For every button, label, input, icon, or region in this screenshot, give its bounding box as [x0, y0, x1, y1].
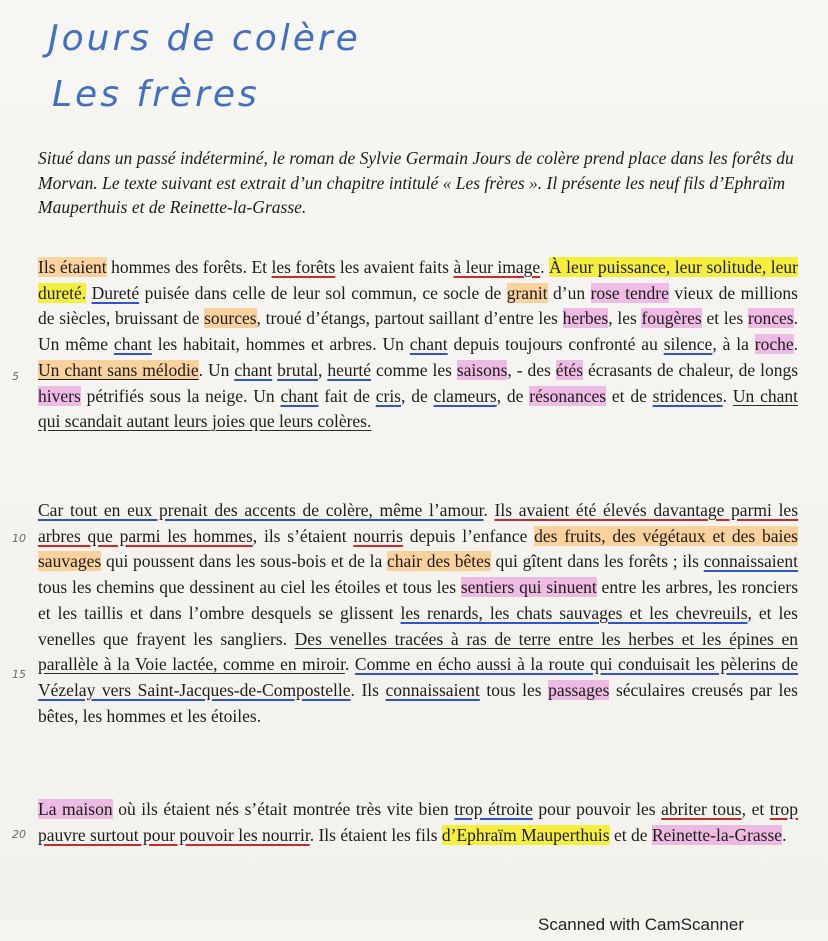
text-span: roche	[754, 334, 794, 355]
text-span: chant	[113, 334, 152, 355]
text-span: saisons	[456, 359, 508, 380]
text-span: rose tendre	[590, 282, 669, 303]
text-span: séculaires creusés par les bêtes, les hommes et les étoiles.	[38, 679, 798, 726]
text-span: Car tout en eux prenait des accents de colère, même l’amour	[38, 500, 484, 520]
text-span: fougères	[641, 308, 702, 329]
text-span: Dureté	[91, 282, 140, 303]
text-span: fait de	[318, 385, 376, 406]
text-span: trop pauvre surtout pour pouvoir les nourrir	[38, 799, 798, 845]
text-span: À leur puissance, leur solitude, leur dureté.	[38, 257, 798, 303]
text-span: tous les	[479, 679, 549, 700]
paragraph-3	[38, 797, 798, 848]
text-span: et de	[606, 385, 653, 406]
text-span: La maison	[38, 799, 113, 819]
text-span: herbes	[562, 308, 609, 329]
text-span: qui gîtent dans les forêts ; ils	[490, 551, 704, 572]
text-span: qui poussent dans les sous-bois et de la	[101, 551, 387, 572]
text-span: stridences	[652, 385, 723, 406]
text-span: des fruits, des végétaux et des baies sauvages	[38, 525, 798, 572]
text-span: où ils étaient nés s’était montrée très vite bien	[112, 799, 455, 819]
text-span: depuis toujours confronté au	[447, 334, 664, 355]
text-span: . Un même	[38, 308, 798, 355]
text-span: abriter tous	[661, 799, 742, 819]
text-span: tous les chemins que dessinent au ciel les étoiles et tous les	[38, 577, 461, 598]
text-span: . Ils	[350, 679, 386, 700]
text-span: .	[782, 824, 787, 845]
text-span: .	[793, 334, 798, 355]
text-span: , - des	[507, 359, 556, 380]
text-span: Comme en écho aussi à la route qui conduisait les pèlerins de Vézelay vers Saint-Jacques-de-Compostelle	[38, 654, 799, 700]
text-span: passages	[548, 679, 610, 700]
text-span: les renards, les chats sauvages et les chevreuils	[400, 602, 748, 623]
handwritten-subtitle: Les frères	[52, 74, 260, 115]
text-span: connaissaient	[385, 679, 480, 700]
text-span: et les	[701, 308, 748, 329]
text-span: écrasants de chaleur, de longs	[583, 359, 799, 380]
text-span: Des venelles tracées à ras de terre entre les herbes et les épines en parallèle à la Voie lactée, comme en miroir	[38, 628, 798, 675]
paragraph-2	[38, 498, 798, 729]
line-number: 15	[12, 668, 26, 681]
text-span: entre les arbres, les ronciers et les taillis et dans l’ombre desquels se glissent	[38, 577, 799, 623]
text-span: , ils s’étaient	[252, 525, 354, 546]
text-span: chant	[409, 334, 448, 355]
text-span: Reinette-la-Grasse	[651, 824, 783, 845]
text-span: silence	[663, 334, 713, 355]
text-span: granit	[506, 282, 548, 303]
text-span: et de	[609, 824, 652, 845]
text-span: puisée dans celle de leur sol commun, ce socle de	[139, 282, 507, 303]
text-span: .	[540, 257, 550, 277]
text-span: connaissaient	[703, 551, 798, 572]
camscanner-watermark: Scanned with CamScanner	[537, 915, 744, 934]
text-span: , et les venelles que frayent les sangliers.	[38, 602, 798, 649]
text-span: pour pouvoir les	[532, 799, 662, 819]
text-span: chant	[234, 359, 273, 380]
handwritten-title: Jours de colère	[48, 18, 361, 59]
text-span: depuis l’enfance	[402, 525, 535, 546]
text-span: pétrifiés sous la neige. Un	[80, 385, 281, 406]
text-span: chant	[280, 385, 319, 406]
intro-paragraph: Situé dans un passé indéterminé, le roman de Sylvie Germain Jours de colère prend place dans les forêts du Morvan. Le texte suivant est extrait d’un chapitre intitulé « Les frères ». Il présente les neuf fils d’Ephraïm Mauperthuis et de Reinette-la-Grasse.	[38, 148, 794, 217]
text-span: , les	[608, 308, 642, 329]
text-span: , de	[401, 385, 434, 406]
text-span: brutal	[277, 359, 318, 380]
text-span: . Ils étaient les fils	[309, 824, 442, 845]
text-span: , à la	[712, 334, 755, 355]
line-number: 5	[12, 370, 19, 383]
text-span: les forêts	[271, 257, 336, 277]
text-span: Ils étaient	[38, 257, 107, 277]
text-span: sentiers qui sinuent	[460, 577, 597, 598]
text-span: clameurs	[433, 385, 497, 406]
text-span: à leur image	[453, 257, 541, 277]
text-span: d’un	[547, 282, 591, 303]
text-span: ronces	[747, 308, 794, 329]
text-span: chair des bêtes	[386, 551, 491, 572]
text-span: trop étroite	[454, 799, 533, 819]
text-span: d’Ephraïm Mauperthuis	[441, 824, 610, 845]
text-span: vieux de millions de siècles, bruissant de	[38, 282, 798, 329]
text-span: Ils avaient été élevés davantage parmi les arbres que parmi les hommes	[38, 500, 799, 546]
text-span: , troué d’étangs, partout saillant d’entre les	[256, 308, 563, 329]
text-span: hivers	[38, 385, 81, 406]
text-span: . Un	[198, 359, 235, 380]
line-number: 10	[12, 532, 26, 545]
text-span: sources	[204, 308, 257, 329]
text-span: cris	[375, 385, 401, 406]
text-span: étés	[555, 359, 584, 380]
line-number: 20	[12, 828, 26, 841]
text-span: , et	[741, 799, 770, 819]
text-span: .	[483, 500, 495, 520]
text-span: .	[722, 385, 733, 406]
text-span: Un chant sans mélodie	[38, 359, 199, 380]
text-span: , de	[496, 385, 530, 406]
text-span: nourris	[353, 525, 403, 546]
text-span: heurté	[327, 359, 372, 380]
text-span: hommes des forêts. Et	[106, 257, 272, 277]
text-span: Un chant qui scandait autant leurs joies que leurs colères.	[38, 385, 798, 432]
text-span: .	[344, 654, 355, 675]
text-span: résonances	[529, 385, 607, 406]
text-span: comme les	[371, 359, 457, 380]
text-span: les habitait, hommes et arbres. Un	[151, 334, 410, 355]
paragraph-1	[38, 255, 798, 435]
text-span: les avaient faits	[335, 257, 454, 277]
text-span: ,	[318, 359, 328, 380]
